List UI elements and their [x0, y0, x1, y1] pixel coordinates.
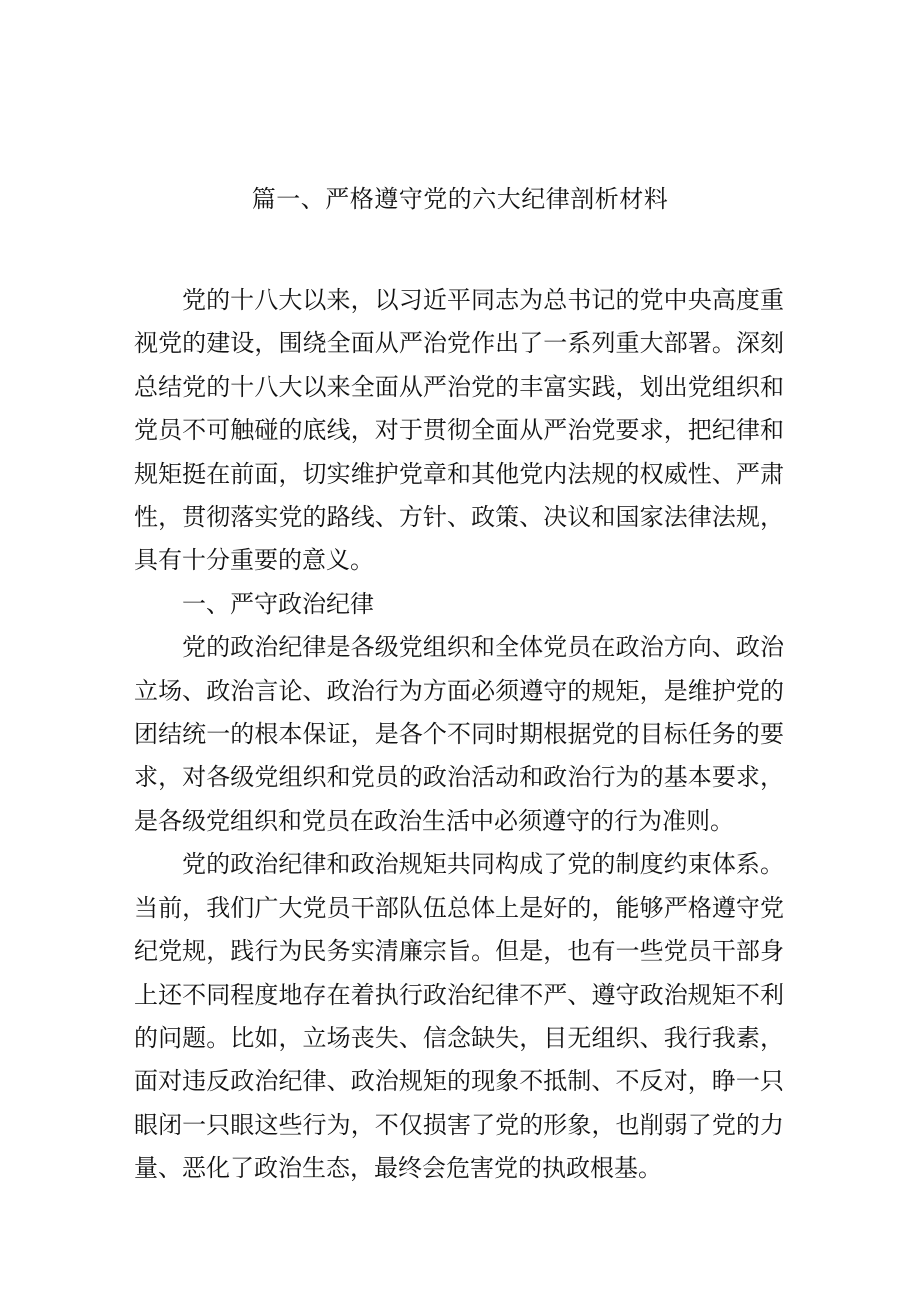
intro-paragraph: 党的十八大以来，以习近平同志为总书记的党中央高度重视党的建设，围绕全面从严治党作出了一系列重大部署。深刻总结党的十八大以来全面从严治党的丰富实践，划出党组织和党员不可触碰的底线，对于贯彻全面从严治党要求，把纪律和规矩挺在前面，切实维护党章和其他党内法规的权威性、严肃性，贯彻落实党的路线、方针、政策、决议和国家法律法规，具有十分重要的意义。 [134, 286, 784, 575]
document-title: 篇一、严格遵守党的六大纪律剖析材料 [251, 185, 669, 213]
section-paragraph-1: 党的政治纪律是各级党组织和全体党员在政治方向、政治立场、政治言论、政治行为方面必须遵守的规矩，是维护党的团结统一的根本保证，是各个不同时期根据党的目标任务的要求，对各级党组织和党员的政治活动和政治行为的基本要求，是各级党组织和党员在政治生活中必须遵守的行为准则。 [134, 633, 784, 835]
section-heading: 一、严守政治纪律 [182, 589, 374, 618]
document-body [134, 279, 784, 1191]
section-paragraph-2: 党的政治纪律和政治规矩共同构成了党的制度约束体系。当前，我们广大党员干部队伍总体上是好的，能够严格遵守党纪党规，践行为民务实清廉宗旨。但是，也有一些党员干部身上还不同程度地存在着执行政治纪律不严、遵守政治规矩不利的问题。比如，立场丧失、信念缺失，目无组织、我行我素，面对违反政治纪律、政治规矩的现象不抵制、不反对，睁一只眼闭一只眼这些行为，不仅损害了党的形象，也削弱了党的力量、恶化了政治生态，最终会危害党的执政根基。 [134, 850, 784, 1183]
